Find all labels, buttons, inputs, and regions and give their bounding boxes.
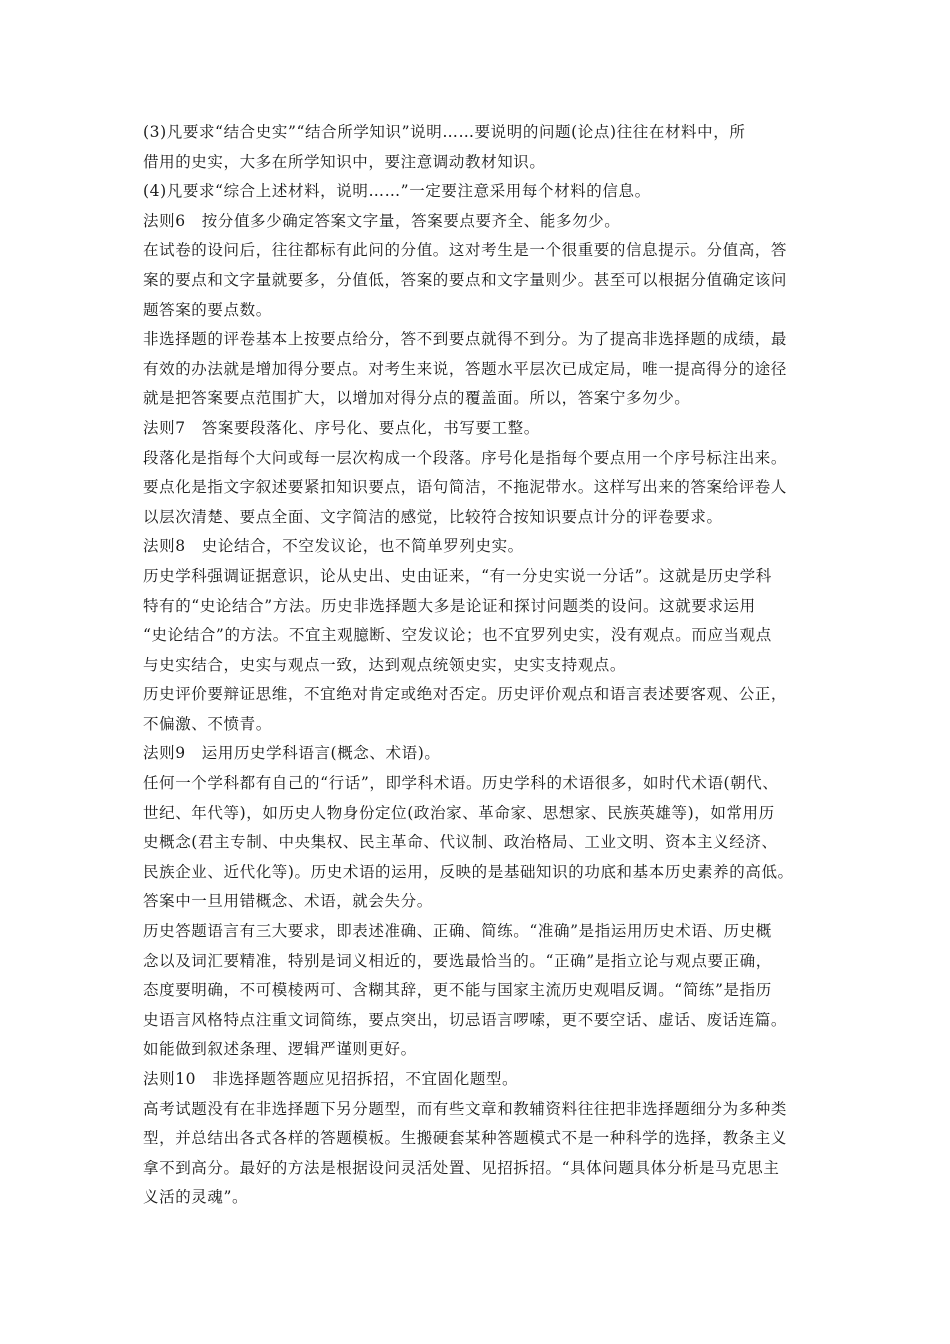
text-line: 以层次清楚、要点全面、文字简洁的感觉，比较符合按知识要点计分的评卷要求。: [143, 507, 723, 526]
rule-heading: 法则7 答案要段落化、序号化、要点化，书写要工整。: [143, 418, 540, 437]
rule-heading: 法则10 非选择题答题应见招拆招，不宜固化题型。: [143, 1070, 519, 1088]
text-line: 任何一个学科都有自己的“行话”，即学科术语。历史学科的术语很多，如时代术语(朝代、: [143, 774, 779, 793]
text-line: 态度要明确，不可模棱两可、含糊其辞，更不能与国家主流历史观唱反调。“简练”是指历: [143, 981, 772, 1000]
text-line: 民族企业、近代化等)。历史术语的运用，反映的是基础知识的功底和基本历史素养的高低。: [143, 862, 794, 881]
text-line: 有效的办法就是增加得分要点。对考生来说，答题水平层次已成定局，唯一提高得分的途径: [143, 359, 788, 378]
text-line: 在试卷的设问后，往往都标有此问的分值。这对考生是一个很重要的信息提示。分值高，答: [143, 241, 788, 260]
text-line: 拿不到高分。最好的方法是根据设问灵活处置、见招拆招。“具体问题具体分析是马克思主: [143, 1158, 780, 1177]
text-line: 就是把答案要点范围扩大，以增加对得分点的覆盖面。所以，答案宁多勿少。: [143, 389, 691, 408]
text-line: 不偏激、不愤青。: [143, 714, 272, 733]
rule-heading: 法则9 运用历史学科语言(概念、术语)。: [143, 744, 441, 763]
text-line: 与史实结合，史实与观点一致，达到观点统领史实，史实支持观点。: [143, 655, 627, 674]
text-line: 世纪、年代等)，如历史人物身份定位(政治家、革命家、思想家、民族英雄等)，如常用历: [143, 803, 775, 822]
text-line: 高考试题没有在非选择题下另分题型，而有些文章和教辅资料往往把非选择题细分为多种类: [143, 1099, 788, 1118]
text-line: 借用的史实，大多在所学知识中，要注意调动教材知识。: [143, 152, 546, 171]
text-line: 如能做到叙述条理、逻辑严谨则更好。: [143, 1040, 417, 1059]
text-line: 史语言风格特点注重文词简练，要点突出，切忌语言啰嗦，更不要空话、虚话、废话连篇。: [143, 1010, 788, 1029]
text-line: 特有的“史论结合”方法。历史非选择题大多是论证和探讨问题类的设问。这就要求运用: [143, 596, 756, 615]
text-line: 历史评价要辩证思维，不宜绝对肯定或绝对否定。历史评价观点和语言表述要客观、公正，: [143, 685, 788, 704]
text-line: (4)凡要求“综合上述材料，说明……”一定要注意采用每个材料的信息。: [143, 182, 651, 201]
text-line: “史论结合”的方法。不宜主观臆断、空发议论；也不宜罗列史实，没有观点。而应当观点: [143, 626, 772, 645]
rule-heading: 法则8 史论结合，不空发议论，也不简单罗列史实。: [143, 537, 524, 556]
text-line: 型，并总结出各式各样的答题模板。生搬硬套某种答题模式不是一种科学的选择，教条主义: [143, 1129, 788, 1148]
text-line: 答案中一旦用错概念、术语，就会失分。: [143, 892, 433, 911]
text-line: 题答案的要点数。: [143, 300, 272, 319]
text-line: 史概念(君主专制、中央集权、民主革命、代议制、政治格局、工业文明、资本主义经济、: [143, 833, 778, 852]
text-line: 历史学科强调证据意识，论从史出、史由证来，“有一分史实说一分话”。这就是历史学科: [143, 566, 772, 585]
text-line: (3)凡要求“结合史实”“结合所学知识”说明……要说明的问题(论点)往往在材料中，所: [143, 123, 746, 141]
text-line: 念以及词汇要精准，特别是词义相近的，要选最恰当的。“正确”是指立论与观点要正确，: [143, 951, 772, 970]
text-line: 段落化是指每个大问或每一层次构成一个段落。序号化是指每个要点用一个序号标注出来。: [143, 448, 788, 467]
document-body: [143, 118, 833, 1213]
text-line: 非选择题的评卷基本上按要点给分，答不到要点就得不到分。为了提高非选择题的成绩，最: [143, 330, 788, 349]
text-line: 义活的灵魂”。: [143, 1188, 249, 1207]
text-line: 案的要点和文字量就要多，分值低，答案的要点和文字量则少。甚至可以根据分值确定该问: [143, 270, 788, 289]
text-line: 历史答题语言有三大要求，即表述准确、正确、简练。“准确”是指运用历史术语、历史概: [143, 922, 772, 941]
rule-heading: 法则6 按分值多少确定答案文字量，答案要点要齐全、能多勿少。: [143, 211, 621, 230]
text-line: 要点化是指文字叙述要紧扣知识要点，语句简洁，不拖泥带水。这样写出来的答案给评卷人: [143, 478, 788, 497]
